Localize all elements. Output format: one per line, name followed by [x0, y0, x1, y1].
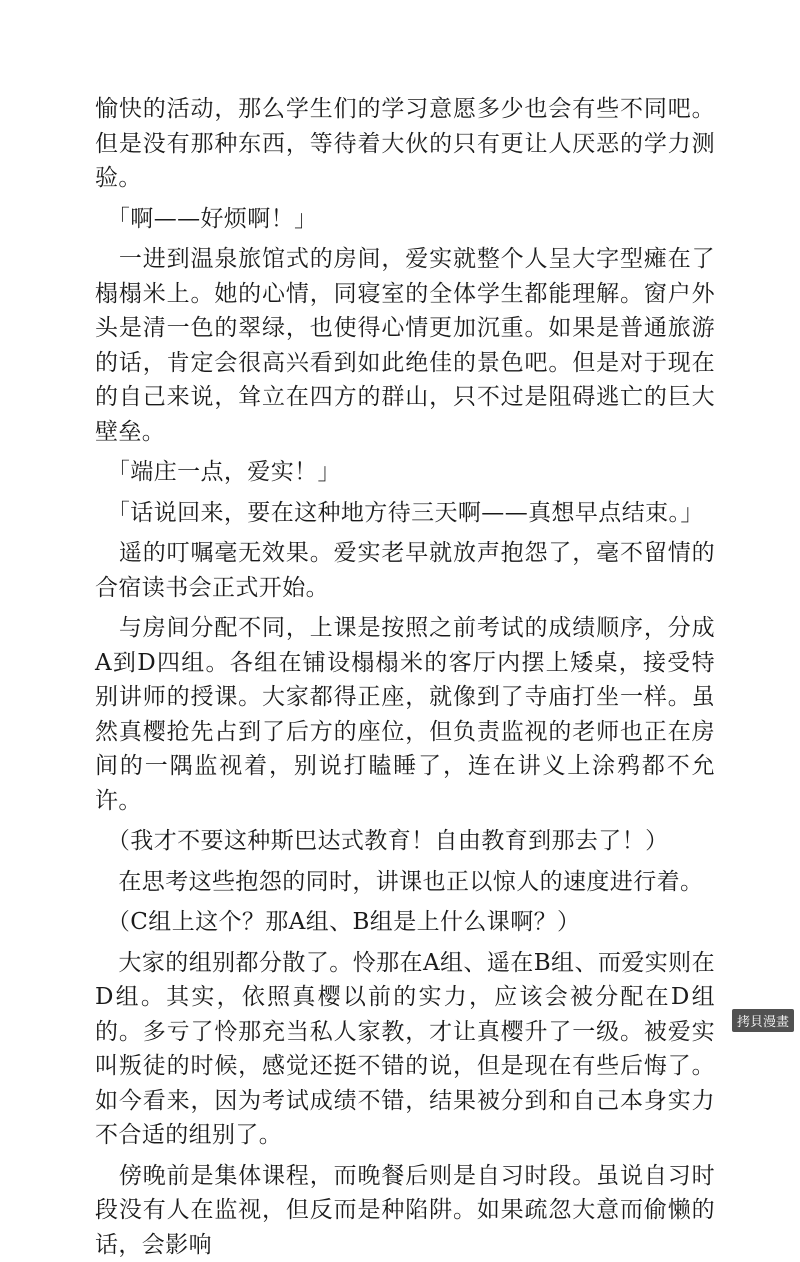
document-page	[95, 92, 715, 1262]
watermark-logo: 拷貝漫畫	[732, 1009, 794, 1032]
paragraph-1: 愉快的活动，那么学生们的学习意愿多少也会有些不同吧。但是没有那种东西，等待着大伙的只有更让人厌恶的学力测验。	[95, 92, 715, 196]
paragraph-2: 「啊——好烦啊！」	[95, 202, 715, 237]
paragraph-4: 「端庄一点，爱实！」	[95, 455, 715, 490]
paragraph-11: 大家的组别都分散了。怜那在A组、遥在B组、而爱实则在D组。其实，依照真樱以前的实力，应该会被分配在D组的。多亏了怜那充当私人家教，才让真樱升了一级。被爱实叫叛徒的时候，感觉还挺不错的说，但是现在有些后悔了。如今看来，因为考试成绩不错，结果被分到和自己本身实力不合适的组别了。	[95, 946, 715, 1153]
paragraph-9: 在思考这些抱怨的同时，讲课也正以惊人的速度进行着。	[95, 865, 715, 900]
paragraph-7: 与房间分配不同，上课是按照之前考试的成绩顺序，分成A到D四组。各组在铺设榻榻米的客厅内摆上矮桌，接受特别讲师的授课。大家都得正座，就像到了寺庙打坐一样。虽然真樱抢先占到了后方的座位，但负责监视的老师也正在房间的一隅监视着，别说打瞌睡了，连在讲义上涂鸦都不允许。	[95, 611, 715, 818]
paragraph-10: （C组上这个？那A组、B组是上什么课啊？）	[95, 905, 715, 940]
paragraph-3: 一进到温泉旅馆式的房间，爱实就整个人呈大字型瘫在了榻榻米上。她的心情，同寝室的全体学生都能理解。窗户外头是清一色的翠绿，也使得心情更加沉重。如果是普通旅游的话，肯定会很高兴看到如此绝佳的景色吧。但是对于现在的自己来说，耸立在四方的群山，只不过是阻碍逃亡的巨大壁垒。	[95, 242, 715, 449]
paragraph-8: （我才不要这种斯巴达式教育！自由教育到那去了！）	[95, 824, 715, 859]
paragraph-5: 「话说回来，要在这种地方待三天啊——真想早点结束。」	[95, 496, 715, 531]
paragraph-6: 遥的叮嘱毫无效果。爱实老早就放声抱怨了，毫不留情的合宿读书会正式开始。	[95, 536, 715, 605]
paragraph-12: 傍晚前是集体课程，而晚餐后则是自习时段。虽说自习时段没有人在监视，但反而是种陷阱。如果疏忽大意而偷懒的话，会影响	[95, 1159, 715, 1262]
